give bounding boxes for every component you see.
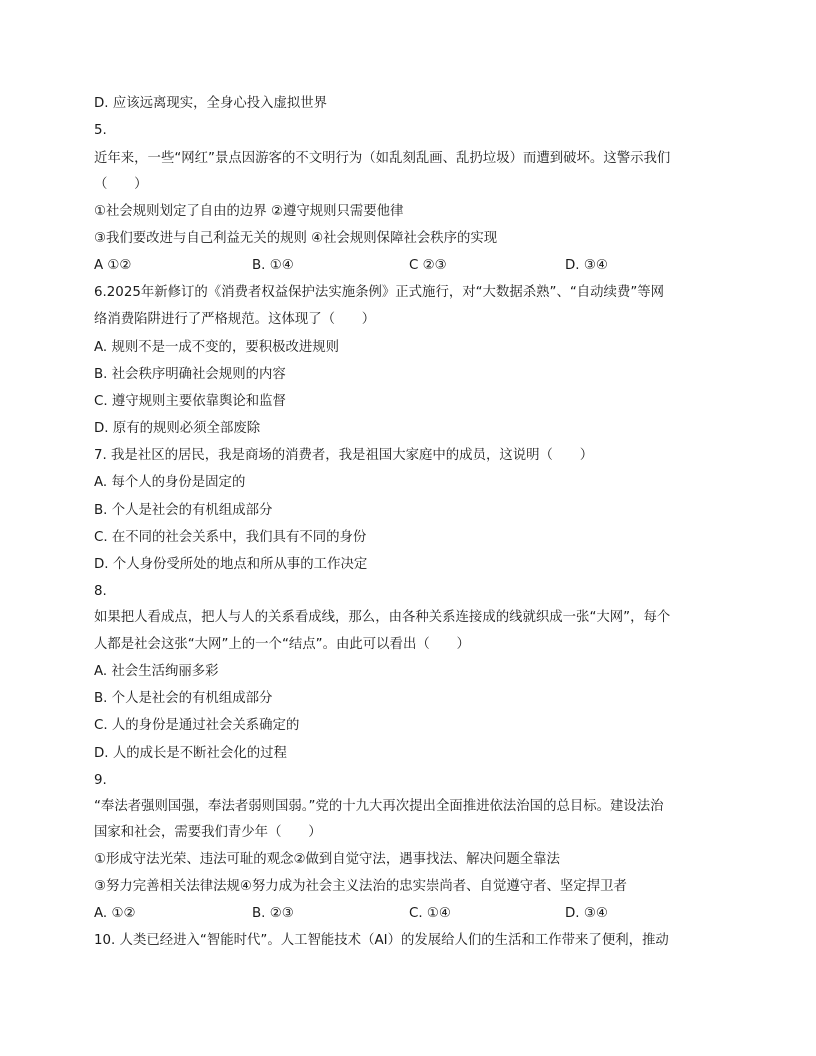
q7-option-d: D. 个人身份受所处的地点和所从事的工作决定	[94, 557, 368, 572]
q4-option-d: D. 应该远离现实，全身心投入虚拟世界	[94, 96, 328, 111]
q8-number: 8.	[94, 584, 107, 599]
q5-number: 5.	[94, 123, 107, 138]
q7-option-c: C. 在不同的社会关系中，我们具有不同的身份	[94, 530, 367, 545]
q5-stem-line1: 近年来，一些“网红”景点因游客的不文明行为（如乱刻乱画、乱扔垃圾）而遭到破坏。这警示我们	[94, 151, 671, 166]
q8-option-c: C. 人的身份是通过社会关系确定的	[94, 718, 300, 733]
q6-option-c: C. 遵守规则主要依靠舆论和监督	[94, 394, 286, 409]
q7-stem: 7. 我是社区的居民，我是商场的消费者，我是祖国大家庭中的成员，这说明（ ）	[94, 448, 594, 463]
q5-option-a: A ①②	[94, 258, 132, 273]
q5-option-d: D. ③④	[565, 258, 608, 273]
q10-stem-line1: 10. 人类已经进入“智能时代”。人工智能技术（AI）的发展给人们的生活和工作带来了便利，推动	[94, 933, 669, 948]
q8-option-d: D. 人的成长是不断社会化的过程	[94, 746, 287, 761]
q9-option-c: C. ①④	[409, 906, 451, 921]
q9-option-d: D. ③④	[565, 906, 608, 921]
q5-option-c: C ②③	[409, 258, 447, 273]
q9-number: 9.	[94, 773, 107, 788]
q7-option-b: B. 个人是社会的有机组成部分	[94, 503, 273, 518]
q7-option-a: A. 每个人的身份是固定的	[94, 475, 246, 490]
q5-option-b: B. ①④	[252, 258, 294, 273]
q9-stem-line2: 国家和社会，需要我们青少年（ ）	[94, 825, 322, 840]
q9-stem-line1: “奉法者强则国强，奉法者弱则国弱。”党的十九大再次提出全面推进依法治国的总目标。建设法治	[94, 799, 664, 814]
q8-option-b: B. 个人是社会的有机组成部分	[94, 691, 273, 706]
q9-statement-line2: ③努力完善相关法律法规④努力成为社会主义法治的忠实崇尚者、自觉遵守者、坚定捍卫者	[94, 879, 627, 894]
q5-stem-line2: （ ）	[94, 177, 148, 192]
q8-option-a: A. 社会生活绚丽多彩	[94, 664, 219, 679]
q6-option-d: D. 原有的规则必须全部废除	[94, 421, 261, 436]
q8-stem-line2: 人都是社会这张“大网”上的一个“结点”。由此可以看出（ ）	[94, 637, 470, 652]
q9-statement-line1: ①形成守法光荣、违法可耻的观念②做到自觉守法，遇事找法、解决问题全靠法	[94, 852, 560, 867]
q6-option-b: B. 社会秩序明确社会规则的内容	[94, 367, 286, 382]
q6-stem-line2: 络消费陷阱进行了严格规范。这体现了（ ）	[94, 312, 376, 327]
q6-option-a: A. 规则不是一成不变的，要积极改进规则	[94, 340, 340, 355]
q9-option-a: A. ①②	[94, 906, 136, 921]
q8-stem-line1: 如果把人看成点，把人与人的关系看成线，那么，由各种关系连接成的线就织成一张“大网”，每个	[94, 610, 671, 625]
q5-statement-line2: ③我们要改进与自己利益无关的规则 ④社会规则保障社会秩序的实现	[94, 231, 498, 246]
q6-stem-line1: 6.2025年新修订的《消费者权益保护法实施条例》正式施行，对“大数据杀熟”、“自动续费”等网	[94, 285, 665, 300]
q5-statement-line1: ①社会规则划定了自由的边界 ②遵守规则只需要他律	[94, 204, 404, 219]
q9-option-b: B. ②③	[252, 906, 294, 921]
